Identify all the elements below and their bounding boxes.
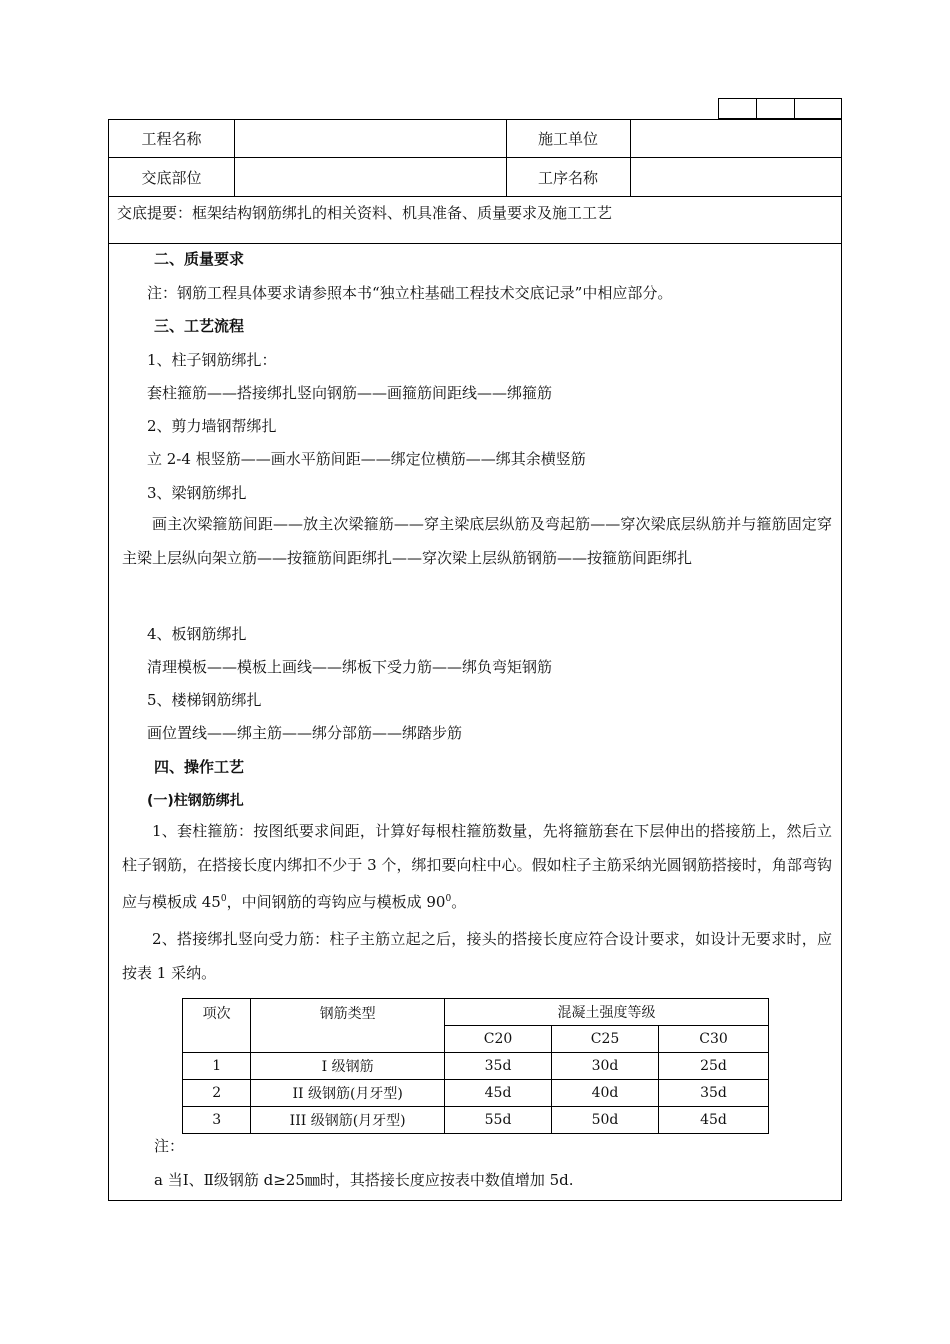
col-header-grade: 混凝土强度等级 xyxy=(445,999,769,1026)
table-row xyxy=(183,1053,769,1080)
row-value: 45d xyxy=(445,1080,552,1107)
grade-c20: C20 xyxy=(445,1026,552,1053)
operation-paragraph-2: 2、搭接绑扎竖向受力筋：柱子主筋立起之后，接头的搭接长度应符合设计要求，如设计无要求时，应按表 1 采纳。 xyxy=(122,930,832,982)
summary-row xyxy=(109,197,841,244)
row-no: 3 xyxy=(183,1107,251,1134)
step-5-title: 5、楼梯钢筋绑扎 xyxy=(147,691,262,709)
row-value: 35d xyxy=(659,1080,769,1107)
process-name-label: 工序名称 xyxy=(537,168,598,187)
handover-location-label: 交底部位 xyxy=(141,168,202,187)
row-type: II 级钢筋(月牙型) xyxy=(251,1080,445,1107)
section-2-title: 二、质量要求 xyxy=(154,250,245,268)
grade-c30: C30 xyxy=(659,1026,769,1053)
section-2-note: 注：钢筋工程具体要求请参照本书“独立柱基础工程技术交底记录”中相应部分。 xyxy=(147,284,673,302)
step-3-title: 3、梁钢筋绑扎 xyxy=(147,484,247,502)
document-number-boxes xyxy=(718,98,842,119)
process-name-field[interactable] xyxy=(630,158,840,196)
operation-paragraph-1: 1、套柱箍筋：按图纸要求间距，计算好每根柱箍筋数量，先将箍筋套在下层伸出的搭接筋上，然后立柱子钢筋，在搭接长度内绑扣不少于 3 个，绑扣要向柱中心。假如柱子主筋采纳光圆钢筋搭接时，角部弯钩应与模板成 $45^0$，中间钢筋的弯钩应与模板成 $90^0$。 xyxy=(122,822,832,911)
row-no: 1 xyxy=(183,1053,251,1080)
row-value: 30d xyxy=(552,1053,659,1080)
step-4-flow: 清理模板——模板上画线——绑板下受力筋——绑负弯矩钢筋 xyxy=(147,658,553,676)
subsection-column-title: (一)柱钢筋绑扎 xyxy=(147,793,244,809)
project-name-label: 工程名称 xyxy=(141,130,202,148)
section-3-title: 三、工艺流程 xyxy=(154,317,245,335)
row-value: 45d xyxy=(659,1107,769,1134)
grade-c25: C25 xyxy=(552,1026,659,1053)
row-no: 2 xyxy=(183,1080,251,1107)
row-type: I 级钢筋 xyxy=(251,1053,445,1080)
table-row xyxy=(183,1107,769,1134)
number-box-3 xyxy=(795,99,841,118)
col-header-item: 项次 xyxy=(183,999,251,1053)
header-row-2 xyxy=(109,158,841,197)
step-2-title: 2、剪力墙钢帮绑扎 xyxy=(147,417,277,435)
note-a: a 当Ⅰ、Ⅱ级钢筋 d≥25㎜时，其搭接长度应按表中数值增加 5d. xyxy=(154,1171,574,1189)
construction-unit-label: 施工单位 xyxy=(537,130,598,148)
step-2-flow: 立 2-4 根竖筋——画水平筋间距——绑定位横筋——绑其余横竖筋 xyxy=(147,450,586,468)
row-value: 55d xyxy=(445,1107,552,1134)
section-4-title: 四、操作工艺 xyxy=(154,758,245,776)
technical-handover-form xyxy=(108,119,842,1201)
step-1-title: 1、柱子钢筋绑扎： xyxy=(147,351,277,369)
number-box-1 xyxy=(719,99,757,118)
step-4-title: 4、板钢筋绑扎 xyxy=(147,625,247,643)
step-5-flow: 画位置线——绑主筋——绑分部筋——绑踏步筋 xyxy=(147,724,463,742)
col-header-type: 钢筋类型 xyxy=(251,999,445,1053)
table-row xyxy=(183,1080,769,1107)
note-label: 注： xyxy=(154,1137,185,1155)
row-value: 40d xyxy=(552,1080,659,1107)
number-box-2 xyxy=(757,99,794,118)
project-name-field[interactable] xyxy=(234,120,506,157)
header-row-1 xyxy=(109,120,841,158)
step-1-flow: 套柱箍筋——搭接绑扎竖向钢筋——画箍筋间距线——绑箍筋 xyxy=(147,384,553,402)
row-value: 25d xyxy=(659,1053,769,1080)
row-value: 50d xyxy=(552,1107,659,1134)
lap-length-table xyxy=(182,998,769,1134)
row-value: 35d xyxy=(445,1053,552,1080)
table-header-row xyxy=(183,999,769,1026)
row-type: III 级钢筋(月牙型) xyxy=(251,1107,445,1134)
handover-location-field[interactable] xyxy=(234,158,506,196)
construction-unit-field[interactable] xyxy=(630,120,840,157)
summary-text: 交底提要：框架结构钢筋绑扎的相关资料、机具准备、质量要求及施工工艺 xyxy=(117,204,613,222)
step-3-flow: 画主次梁箍筋间距——放主次梁箍筋——穿主梁底层纵筋及弯起筋——穿次梁底层纵筋并与箍筋固定穿主梁上层纵向架立筋——按箍筋间距绑扎——穿次梁上层纵筋钢筋——按箍筋间距绑扎 xyxy=(122,515,832,567)
